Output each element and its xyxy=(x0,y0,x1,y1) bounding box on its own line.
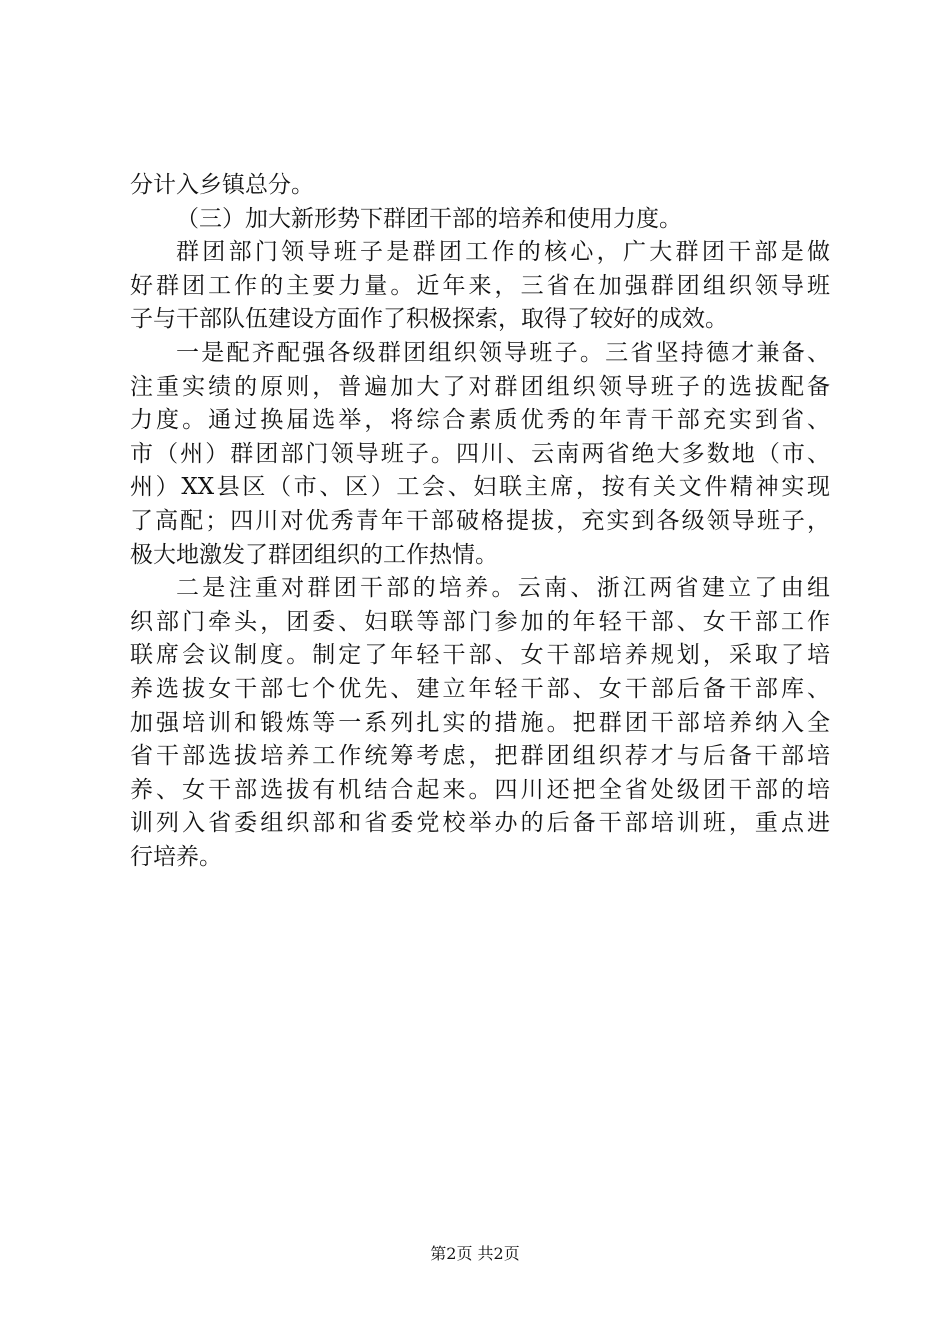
text-line: 群团部门领导班子是群团工作的核心，广大群团干部是做 xyxy=(176,239,830,266)
text-line: 一是配齐配强各级群团组织领导班子。三省坚持德才兼备、 xyxy=(176,339,830,366)
text-line: 省干部选拔培养工作统筹考虑，把群团组织荐才与后备干部培 xyxy=(130,743,830,770)
document-body xyxy=(130,169,830,874)
text-line: 州）XX县区（市、区）工会、妇联主席，按有关文件精神实现 xyxy=(130,474,830,501)
text-line: 注重实绩的原则，普遍加大了对群团组织领导班子的选拔配备 xyxy=(130,373,830,400)
text-line: 子与干部队伍建设方面作了积极探索，取得了较好的成效。 xyxy=(130,306,728,333)
text-line: 加强培训和锻炼等一系列扎实的措施。把群团干部培养纳入全 xyxy=(130,709,830,736)
text-line: 市（州）群团部门领导班子。四川、云南两省绝大多数地（市、 xyxy=(130,440,830,467)
text-line: 行培养。 xyxy=(130,843,222,870)
text-line: 了高配；四川对优秀青年干部破格提拔，充实到各级领导班子， xyxy=(130,507,830,534)
text-line: 养、女干部选拔有机结合起来。四川还把全省处级团干部的培 xyxy=(130,776,830,803)
page-footer: 第2页 共2页 xyxy=(430,1244,520,1263)
text-line: 训列入省委组织部和省委党校举办的后备干部培训班，重点进 xyxy=(130,810,830,837)
text-line: 织部门牵头，团委、妇联等部门参加的年轻干部、女干部工作 xyxy=(130,608,830,635)
text-line: 分计入乡镇总分。 xyxy=(130,172,314,198)
text-line: 力度。通过换届选举，将综合素质优秀的年青干部充实到省、 xyxy=(130,407,830,434)
text-line: 二是注重对群团干部的培养。云南、浙江两省建立了由组 xyxy=(176,575,830,602)
text-line: （三）加大新形势下群团干部的培养和使用力度。 xyxy=(176,205,682,232)
text-line: 养选拔女干部七个优先、建立年轻干部、女干部后备干部库、 xyxy=(130,675,830,702)
text-line: 联席会议制度。制定了年轻干部、女干部培养规划，采取了培 xyxy=(130,642,830,669)
text-line: 好群团工作的主要力量。近年来，三省在加强群团组织领导班 xyxy=(130,272,830,299)
text-line: 极大地激发了群团组织的工作热情。 xyxy=(130,541,498,568)
